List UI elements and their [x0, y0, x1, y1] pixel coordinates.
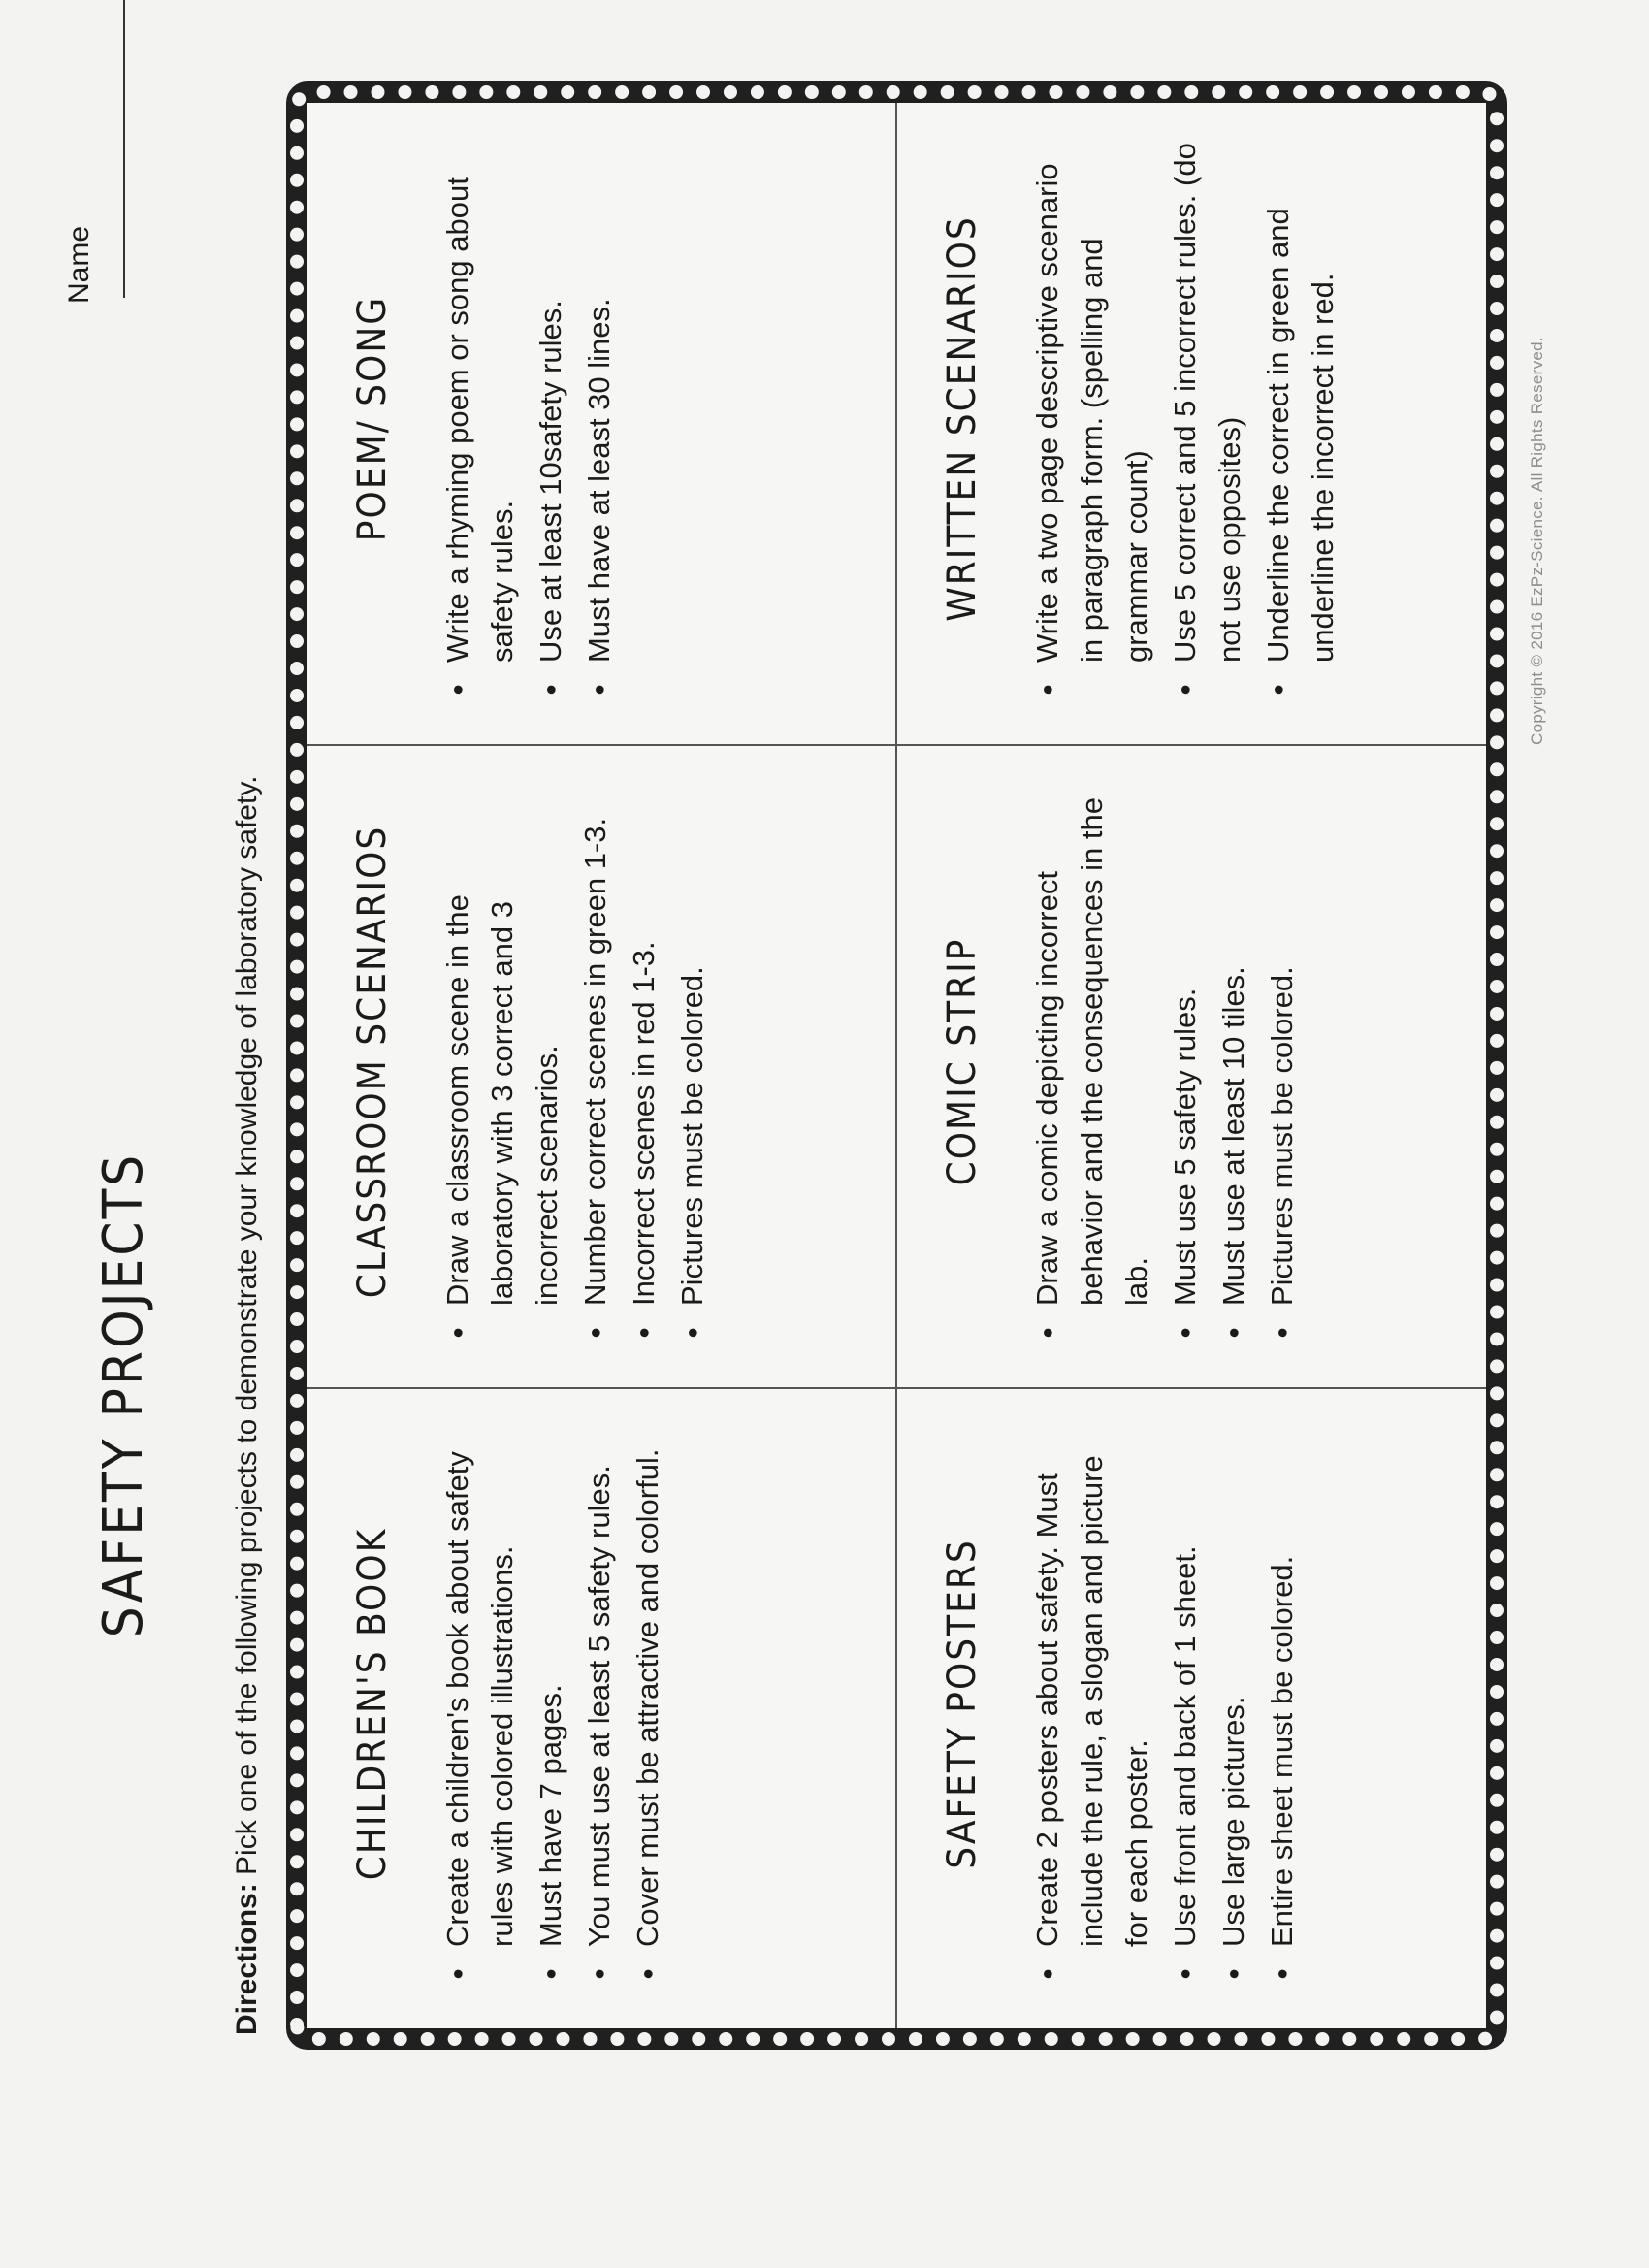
project-requirements	[436, 785, 715, 1339]
projects-grid	[307, 103, 1486, 2028]
project-card-safety-posters	[897, 1387, 1487, 2028]
directions	[231, 776, 264, 2035]
requirement-item: ● Entire sheet must be colored.	[1260, 1428, 1305, 1947]
project-title: WRITTEN SCENARIOS	[939, 215, 985, 622]
project-title: SAFETY POSTERS	[939, 1539, 985, 1869]
requirement-item: ● Must use at least 10 tiles.	[1212, 785, 1256, 1306]
requirement-item: ● Use 5 correct and 5 incorrect rules. (do not use opposites)	[1163, 142, 1252, 663]
project-card-comic-strip	[897, 744, 1487, 1387]
requirement-item: ● Use large pictures.	[1212, 1428, 1256, 1947]
requirement-item: ● Create a children's book about safety rules with colored illustrations.	[436, 1428, 525, 1947]
requirement-item: ● Pictures must be colored.	[1260, 785, 1305, 1306]
requirement-item: ● Create 2 posters about safety. Must include the rule, a slogan and picture for each poster.	[1025, 1428, 1159, 1947]
decorative-border-frame	[286, 81, 1507, 2050]
requirement-item: ● Must use 5 safety rules.	[1163, 785, 1208, 1306]
directions-text: Pick one of the following projects to demonstrate your knowledge of laboratory safety.	[231, 775, 263, 1884]
project-title: POEM/ SONG	[350, 295, 395, 542]
project-title: COMIC STRIP	[939, 937, 985, 1186]
requirement-item: ● Cover must be attractive and colorful.	[626, 1428, 670, 1947]
requirement-item: ● Pictures must be colored.	[670, 785, 715, 1306]
requirement-item: ● Use at least 10safety rules.	[529, 142, 573, 663]
requirement-item: ● Write a two page descriptive scenario in paragraph form. (spelling and grammar count)	[1025, 142, 1159, 663]
project-requirements	[436, 142, 622, 696]
requirement-item: ● Must have 7 pages.	[529, 1428, 573, 1947]
requirement-item: ● Draw a comic depicting incorrect behavior and the consequences in the lab.	[1025, 785, 1159, 1306]
project-card-poem-song	[307, 103, 897, 744]
page-title: SAFETY PROJECTS	[92, 1151, 155, 1638]
project-card-written-scenarios	[897, 103, 1487, 744]
project-card-classroom-scenarios	[307, 744, 897, 1387]
copyright-notice: Copyright © 2016 EzPz-Science. All Rights Reserved.	[1528, 337, 1546, 745]
name-field	[63, 0, 129, 304]
directions-label: Directions:	[231, 1883, 263, 2035]
project-requirements	[436, 1428, 670, 1980]
project-requirements	[1025, 1428, 1305, 1980]
requirement-item: ● Underline the correct in green and underline the incorrect in red.	[1256, 142, 1345, 663]
requirement-item: ● Use front and back of 1 sheet.	[1163, 1428, 1208, 1947]
requirement-item: ● Incorrect scenes in red 1-3.	[622, 785, 666, 1306]
project-requirements	[1025, 785, 1305, 1339]
requirement-item: ● Write a rhyming poem or song about safety rules.	[436, 142, 525, 663]
project-title: CHILDREN'S BOOK	[350, 1527, 395, 1881]
project-card-childrens-book	[307, 1387, 897, 2028]
project-requirements	[1025, 142, 1345, 696]
name-label: Name	[63, 225, 95, 304]
project-title: CLASSROOM SCENARIOS	[350, 825, 395, 1299]
requirement-item: ● Must have at least 30 lines.	[577, 142, 622, 663]
name-blank-line	[123, 0, 125, 298]
requirement-item: ● Number correct scenes in green 1-3.	[573, 785, 618, 1306]
requirement-item: ● Draw a classroom scene in the laboratory with 3 correct and 3 incorrect scenarios.	[436, 785, 569, 1306]
requirement-item: ● You must use at least 5 safety rules.	[577, 1428, 622, 1947]
